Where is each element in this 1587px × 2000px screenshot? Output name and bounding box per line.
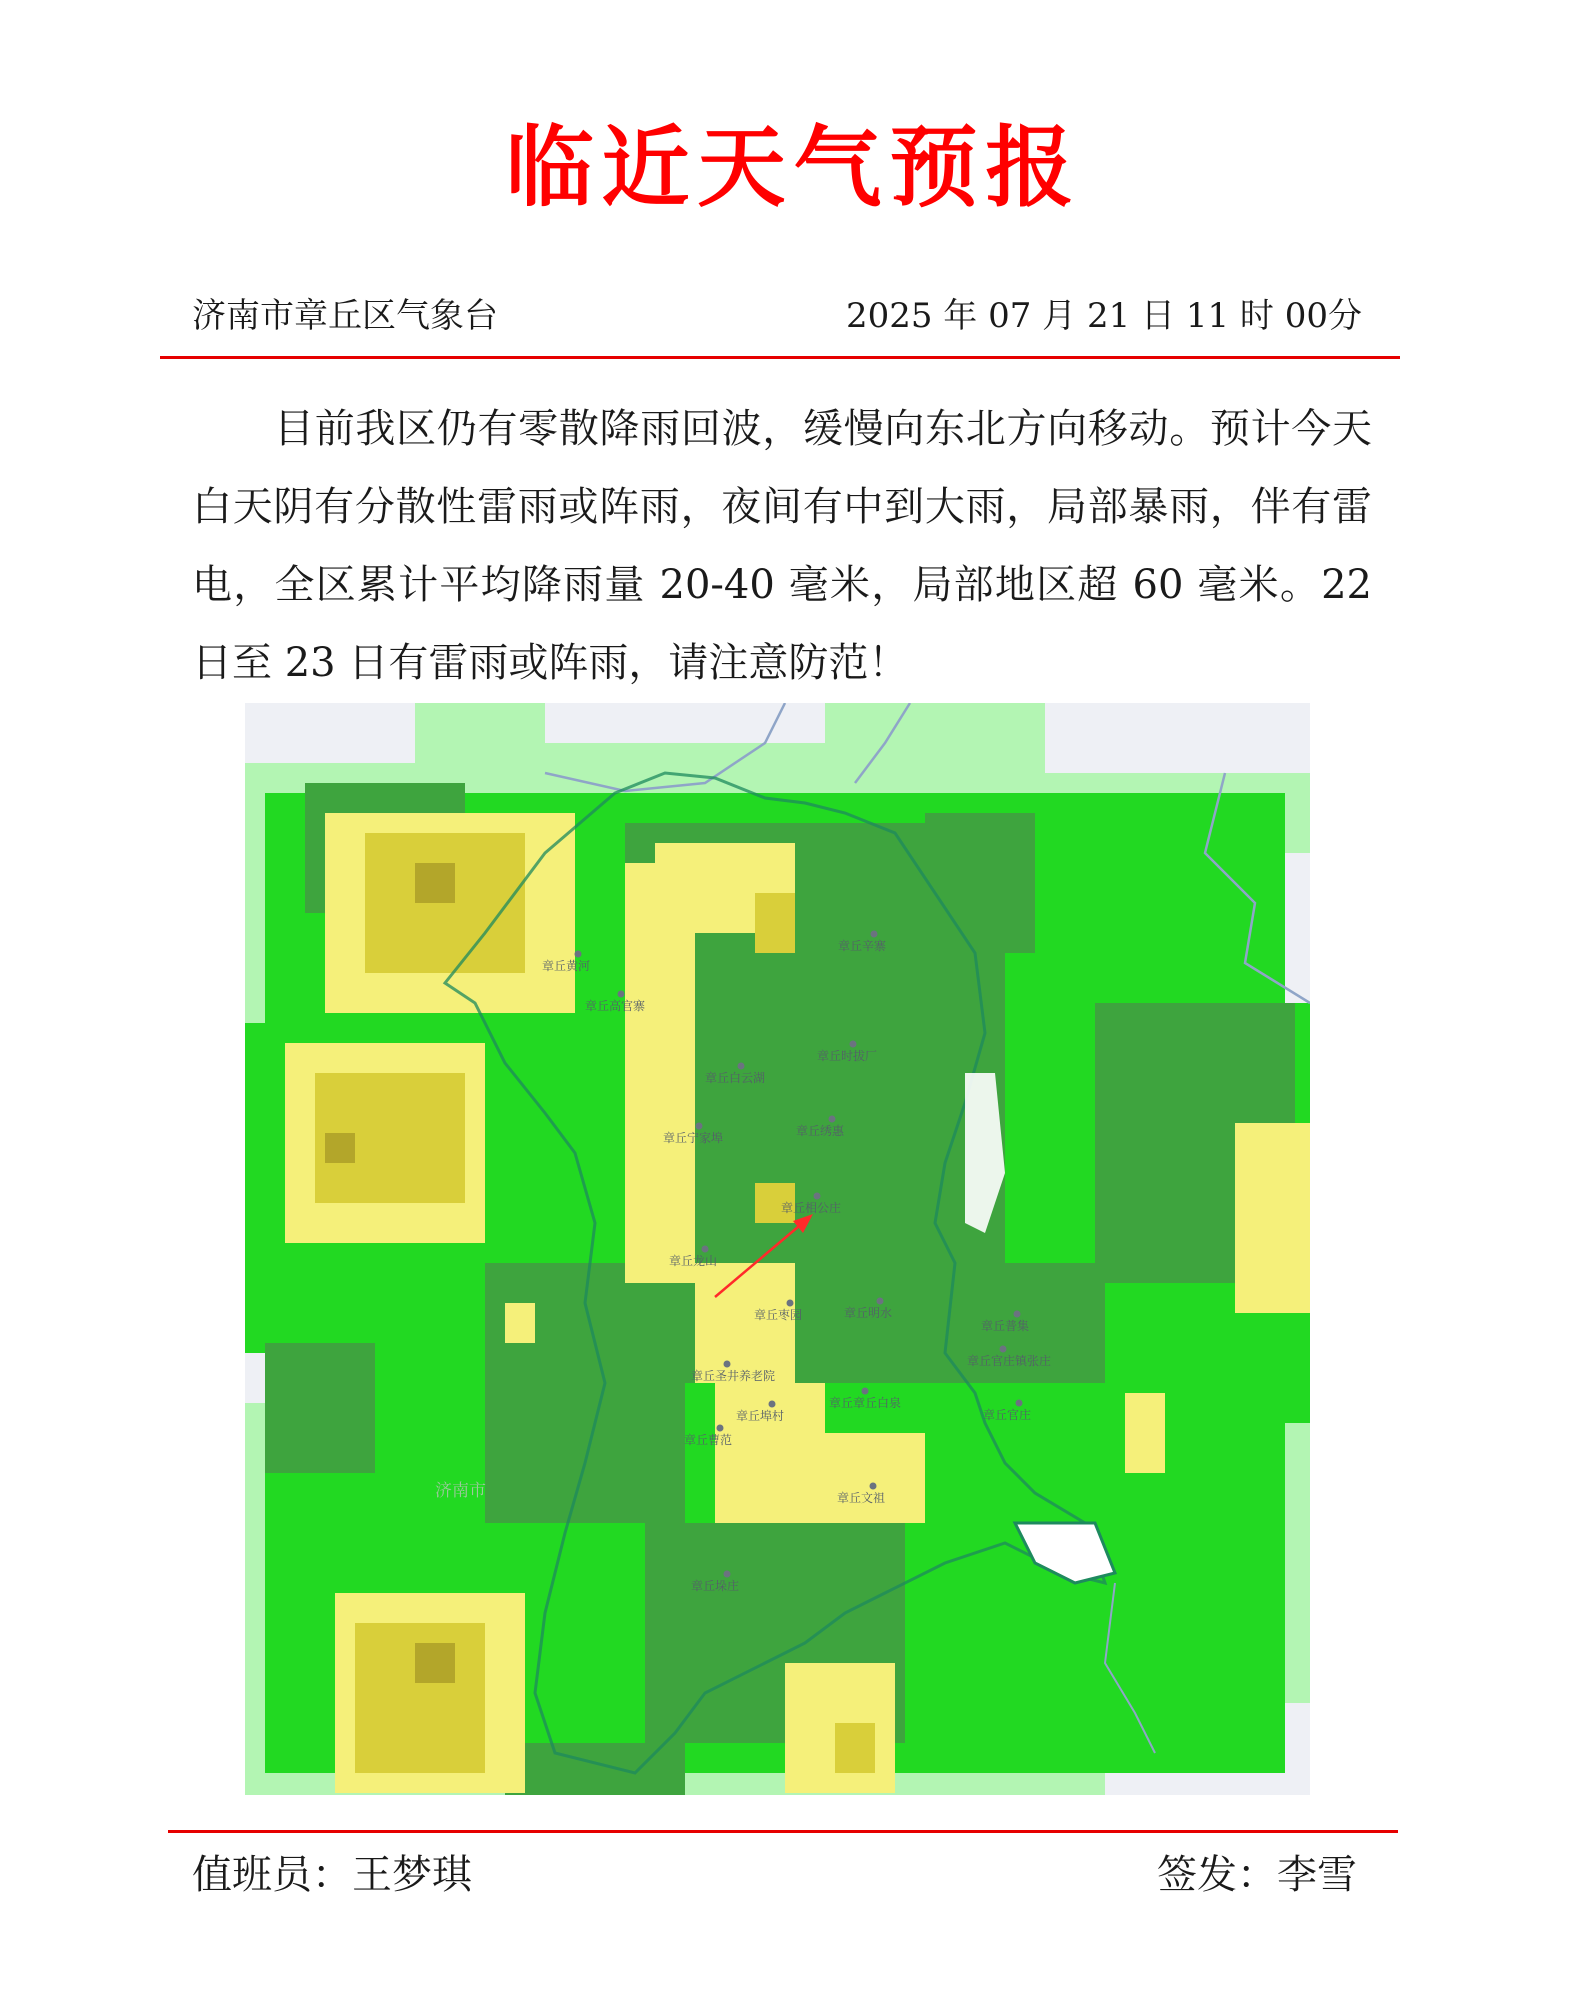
station-label: 章丘明水 xyxy=(844,1306,893,1320)
issue-datetime: 2025 年 07 月 21 日 11 时 00分 xyxy=(845,296,1362,336)
station-marker-icon xyxy=(575,951,582,958)
echo-cell-olive xyxy=(415,863,455,903)
station-label: 章丘时拔厂 xyxy=(817,1049,878,1063)
station-label: 章丘文祖 xyxy=(837,1491,886,1505)
station-marker-icon xyxy=(702,1246,709,1253)
header-divider xyxy=(160,356,1400,359)
station-marker-icon xyxy=(1000,1346,1007,1353)
station-marker-icon xyxy=(850,1041,857,1048)
on-duty-name: 王梦琪 xyxy=(352,1852,472,1898)
echo-cell-yellow xyxy=(835,1723,875,1773)
station-marker-icon xyxy=(871,931,878,938)
station-marker-icon xyxy=(1016,1400,1023,1407)
station-label: 章丘高官寨 xyxy=(585,999,646,1013)
station-marker-icon xyxy=(724,1571,731,1578)
station-label: 章丘黄河 xyxy=(542,959,591,973)
station-marker-icon xyxy=(862,1388,869,1395)
station-marker-icon xyxy=(738,1063,745,1070)
signer xyxy=(1157,1843,1357,1900)
footer-divider xyxy=(168,1830,1398,1833)
station-marker-icon xyxy=(769,1401,776,1408)
echo-cell-olive xyxy=(415,1643,455,1683)
station-label: 章丘官庄镇张庄 xyxy=(967,1354,1052,1368)
forecast-text: 目前我区仍有零散降雨回波，缓慢向东北方向移动。预计今天白天阴有分散性雷雨或阵雨，夜间有中到大雨，局部暴雨，伴有雷电，全区累计平均降雨量 20-40 毫米，局部地区超 60 毫米。22 日至 23 日有雷雨或阵雨，请注意防范！ xyxy=(192,406,1372,686)
station-marker-icon xyxy=(829,1116,836,1123)
station-label: 章丘章丘白泉 xyxy=(829,1396,902,1410)
echo-cell-light-yellow xyxy=(1235,1123,1310,1313)
station-label: 章丘相公庄 xyxy=(781,1201,842,1215)
station-marker-icon xyxy=(814,1193,821,1200)
echo-cell-light-yellow xyxy=(1125,1393,1165,1473)
station-marker-icon xyxy=(696,1123,703,1130)
echo-cell-dark-green xyxy=(925,813,1035,953)
clear-area xyxy=(1045,703,1310,773)
station-label: 章丘绣惠 xyxy=(796,1124,845,1138)
station-marker-icon xyxy=(1014,1311,1021,1318)
station-label: 章丘龙山 xyxy=(669,1254,718,1268)
on-duty-label: 值班员： xyxy=(192,1852,352,1898)
on-duty xyxy=(192,1843,472,1900)
station-label: 章丘枣园 xyxy=(754,1308,803,1322)
echo-cell-yellow xyxy=(755,893,795,953)
echo-cell-dark-green xyxy=(265,1343,375,1473)
station-label: 章丘官庄 xyxy=(983,1408,1032,1422)
clear-area xyxy=(245,703,415,763)
station-label: 章丘普集 xyxy=(981,1319,1030,1333)
document-title: 临近天气预报 xyxy=(505,116,1082,219)
station-marker-icon xyxy=(787,1300,794,1307)
station-label: 章丘圣井养老院 xyxy=(691,1369,776,1383)
station-label: 章丘辛寨 xyxy=(838,939,887,953)
echo-cell-light-yellow xyxy=(695,1263,795,1383)
echo-cell-light-yellow xyxy=(805,1433,925,1523)
signer-label: 签发： xyxy=(1157,1852,1277,1898)
radar-echo-image xyxy=(245,703,1310,1795)
echo-cell-olive xyxy=(325,1133,355,1163)
station-marker-icon xyxy=(870,1483,877,1490)
signer-name: 李雪 xyxy=(1277,1852,1357,1898)
station-marker-icon xyxy=(717,1425,724,1432)
station-label: 章丘埠村 xyxy=(736,1409,785,1423)
station-label: 章丘宁家埠 xyxy=(663,1131,724,1145)
radar-map xyxy=(245,703,1310,1795)
issuer: 济南市章丘区气象台 xyxy=(192,296,498,336)
station-marker-icon xyxy=(618,991,625,998)
echo-cell-light-yellow xyxy=(505,1303,535,1343)
station-marker-icon xyxy=(877,1298,884,1305)
city-label: 济南市 xyxy=(435,1481,486,1501)
station-label: 章丘白云湖 xyxy=(705,1071,766,1085)
station-label: 章丘垛庄 xyxy=(691,1579,740,1593)
station-label: 章丘曹范 xyxy=(684,1433,733,1447)
station-marker-icon xyxy=(724,1361,731,1368)
echo-layer xyxy=(245,703,1310,1795)
